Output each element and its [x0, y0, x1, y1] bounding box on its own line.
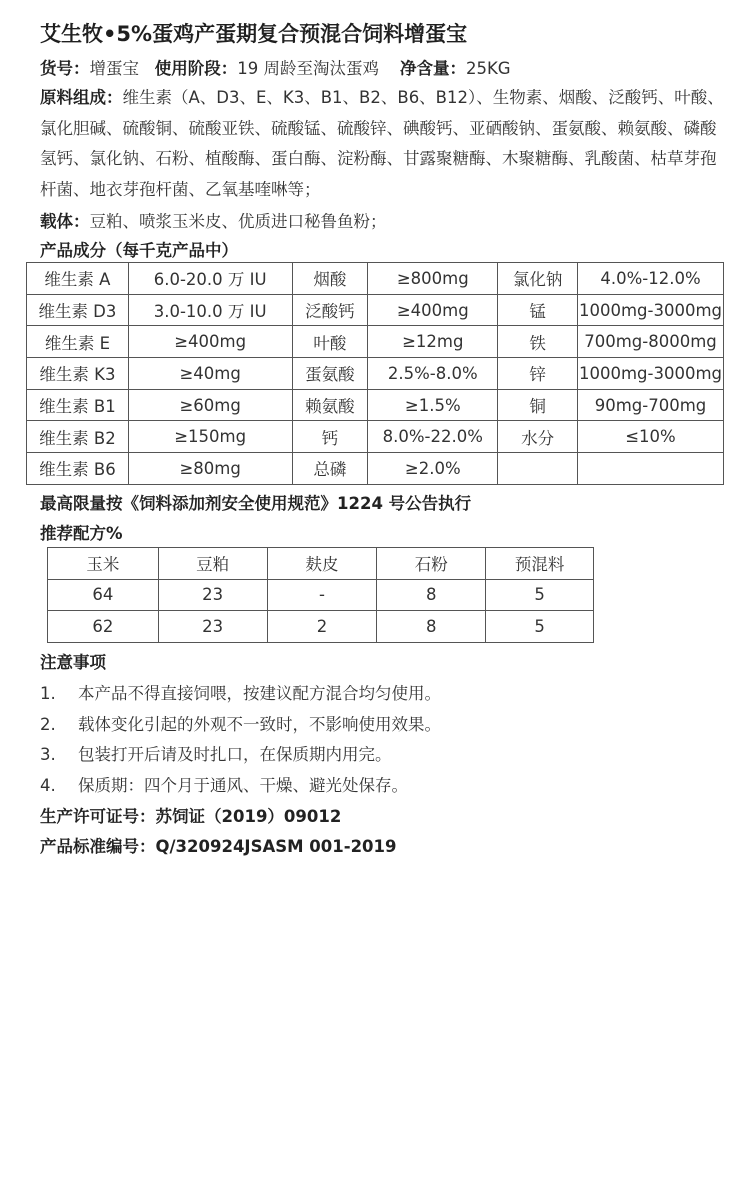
- nutrient-name-cell: 铁: [498, 326, 578, 358]
- note-item: [40, 711, 441, 735]
- recipe-value-cell: 5: [486, 611, 594, 643]
- composition-row: [27, 421, 724, 453]
- ingredients-section: [40, 83, 730, 205]
- nutrient-value-cell: [577, 453, 723, 485]
- nutrient-value-cell: ≥800mg: [368, 263, 498, 295]
- carrier-label: 载体：: [40, 212, 90, 231]
- nutrient-name-cell: 维生素 D3: [27, 294, 129, 326]
- composition-row: [27, 358, 724, 390]
- net-weight-value: 25KG: [465, 59, 511, 78]
- recipe-value-cell: 8: [377, 611, 486, 643]
- product-title: 艾生牧•5%蛋鸡产蛋期复合预混合饲料增蛋宝: [40, 22, 468, 46]
- recipe-value-cell: 23: [158, 611, 267, 643]
- nutrient-name-cell: 维生素 B1: [27, 389, 129, 421]
- note-text: 包装打开后请及时扎口，在保质期内用完。: [78, 745, 392, 764]
- standard-number: 产品标准编号：Q/320924JSASM 001-2019: [40, 837, 397, 856]
- carrier-line: [40, 208, 387, 232]
- composition-heading: 产品成分（每千克产品中）: [40, 241, 238, 260]
- nutrient-value-cell: ≥150mg: [128, 421, 292, 453]
- nutrient-value-cell: 2.5%-8.0%: [368, 358, 498, 390]
- note-number: 1.: [40, 684, 56, 703]
- nutrient-name-cell: 水分: [498, 421, 578, 453]
- ingredients-label: 原料组成：: [40, 88, 123, 107]
- composition-row: [27, 389, 724, 421]
- nutrient-value-cell: ≥1.5%: [368, 389, 498, 421]
- nutrient-name-cell: 维生素 B2: [27, 421, 129, 453]
- nutrient-name-cell: 钙: [292, 421, 368, 453]
- nutrient-value-cell: ≥12mg: [368, 326, 498, 358]
- item-no-value: 增蛋宝: [89, 59, 139, 78]
- nutrient-name-cell: [498, 453, 578, 485]
- recipe-value-cell: 5: [486, 579, 594, 611]
- nutrient-value-cell: ≤10%: [577, 421, 723, 453]
- nutrient-name-cell: 锌: [498, 358, 578, 390]
- ingredients-text: 维生素（A、D3、E、K3、B1、B2、B6、B12）、生物素、烟酸、泛酸钙、叶酸、氯化胆碱、硫酸铜、硫酸亚铁、硫酸锰、硫酸锌、碘酸钙、亚硒酸钠、蛋氨酸、赖氨酸、磷酸氢钙、氯化钠、石粉、植酸酶、蛋白酶、淀粉酶、甘露聚糖酶、木聚糖酶、乳酸菌、枯草芽孢杆菌、地衣芽孢杆菌、乙氧基喹啉等；: [40, 88, 724, 199]
- note-text: 本产品不得直接饲喂，按建议配方混合均匀使用。: [78, 684, 441, 703]
- nutrient-name-cell: 泛酸钙: [292, 294, 368, 326]
- nutrient-value-cell: 3.0-10.0 万 IU: [128, 294, 292, 326]
- recipe-value-cell: 62: [48, 611, 159, 643]
- recipe-value-cell: -: [267, 579, 377, 611]
- note-number: 3.: [40, 745, 56, 764]
- nutrient-name-cell: 总磷: [292, 453, 368, 485]
- nutrient-value-cell: 700mg-8000mg: [577, 326, 723, 358]
- limit-note: 最高限量按《饲料添加剂安全使用规范》1224 号公告执行: [40, 494, 472, 513]
- composition-row: [27, 263, 724, 295]
- recipe-value-cell: 23: [158, 579, 267, 611]
- recipe-row: [48, 611, 594, 643]
- recipe-header-cell: 预混料: [486, 548, 594, 580]
- recipe-header-cell: 石粉: [377, 548, 486, 580]
- nutrient-name-cell: 烟酸: [292, 263, 368, 295]
- nutrient-value-cell: 90mg-700mg: [577, 389, 723, 421]
- nutrient-name-cell: 维生素 A: [27, 263, 129, 295]
- net-weight-label: 净含量：: [399, 59, 466, 78]
- composition-row: [27, 326, 724, 358]
- note-item: [40, 741, 392, 765]
- carrier-text: 豆粕、喷浆玉米皮、优质进口秘鲁鱼粉；: [89, 212, 387, 231]
- nutrient-name-cell: 氯化钠: [498, 263, 578, 295]
- note-item: [40, 680, 441, 704]
- recipe-header-cell: 豆粕: [158, 548, 267, 580]
- recipe-header-row: [48, 548, 594, 580]
- note-text: 保质期：四个月于通风、干燥、避光处保存。: [78, 776, 408, 795]
- nutrient-value-cell: ≥400mg: [128, 326, 292, 358]
- note-number: 2.: [40, 715, 56, 734]
- nutrient-name-cell: 维生素 E: [27, 326, 129, 358]
- nutrient-value-cell: 6.0-20.0 万 IU: [128, 263, 292, 295]
- nutrient-value-cell: 1000mg-3000mg: [577, 294, 723, 326]
- nutrient-value-cell: ≥40mg: [128, 358, 292, 390]
- recipe-table: [47, 547, 594, 643]
- nutrient-name-cell: 维生素 K3: [27, 358, 129, 390]
- recipe-row: [48, 579, 594, 611]
- nutrient-value-cell: ≥80mg: [128, 453, 292, 485]
- composition-row: [27, 453, 724, 485]
- recipe-header-cell: 玉米: [48, 548, 159, 580]
- recipe-value-cell: 2: [267, 611, 377, 643]
- stage-value: 19 周龄至淘汰蛋鸡: [237, 59, 379, 78]
- nutrient-name-cell: 锰: [498, 294, 578, 326]
- nutrient-value-cell: 8.0%-22.0%: [368, 421, 498, 453]
- recipe-heading: 推荐配方%: [40, 524, 123, 543]
- stage-label: 使用阶段：: [154, 59, 238, 78]
- note-text: 载体变化引起的外观不一致时，不影响使用效果。: [78, 715, 441, 734]
- nutrient-name-cell: 铜: [498, 389, 578, 421]
- recipe-value-cell: 8: [377, 579, 486, 611]
- note-item: [40, 772, 408, 796]
- nutrient-name-cell: 赖氨酸: [292, 389, 368, 421]
- note-number: 4.: [40, 776, 56, 795]
- notes-heading: 注意事项: [40, 653, 106, 672]
- recipe-header-cell: 麸皮: [267, 548, 377, 580]
- nutrient-value-cell: 4.0%-12.0%: [577, 263, 723, 295]
- item-no-label: 货号：: [40, 59, 90, 78]
- recipe-value-cell: 64: [48, 579, 159, 611]
- nutrient-name-cell: 叶酸: [292, 326, 368, 358]
- nutrient-value-cell: ≥400mg: [368, 294, 498, 326]
- composition-table: [26, 262, 724, 485]
- license-number: 生产许可证号：苏饲证（2019）09012: [40, 807, 342, 826]
- composition-row: [27, 294, 724, 326]
- product-info-line: [40, 55, 511, 79]
- nutrient-name-cell: 蛋氨酸: [292, 358, 368, 390]
- nutrient-value-cell: ≥2.0%: [368, 453, 498, 485]
- nutrient-name-cell: 维生素 B6: [27, 453, 129, 485]
- nutrient-value-cell: ≥60mg: [128, 389, 292, 421]
- nutrient-value-cell: 1000mg-3000mg: [577, 358, 723, 390]
